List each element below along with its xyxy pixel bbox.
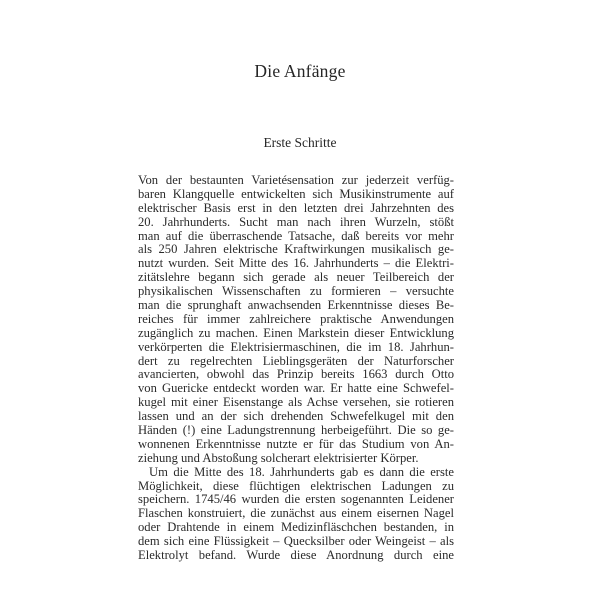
text-line: ziehung und Abstoßung solcherart elektrisierter Körper. [138,450,419,465]
text-line: elektrischer Basis erst in den letzten drei Jahrzehnten des [138,200,454,215]
text-line: avancierten, obwohl das Prinzip bereits 1663 durch Otto [138,367,454,382]
text-line: reiches für immer zahlreichere praktische Anwendungen [138,311,454,326]
text-line: von Guericke entdeckt worden war. Er hatte eine Schwefel- [138,381,454,396]
section-title: Erste Schritte [263,135,337,150]
text-line: dert zu regelrechten Lieblingsgeräten der Naturforscher [138,353,454,368]
text-line: zugänglich zu machen. Einen Markstein dieser Entwicklung [138,325,454,340]
text-line: oder Drahtende in einem Medizinfläschchen bestanden, in [138,520,454,535]
text-line: Händen (!) eine Ladungstrennung herbeigeführt. Die so ge- [138,423,454,438]
text-line: lassen und an der sich drehenden Schwefelkugel mit den [138,409,454,424]
text-line: man die sprunghaft anwachsenden Erkenntnisse dieses Be- [138,298,454,313]
text-line: physikalischen Wissenschaften zu formieren – versuchte [138,284,454,299]
chapter-title: Die Anfänge [254,61,346,81]
body-text [138,174,454,563]
paragraph-start-line: Um die Mitte des 18. Jahrhunderts gab es dann die erste [149,464,454,479]
text-line: nutzt wurden. Seit Mitte des 16. Jahrhunderts – die Elektri- [138,256,454,271]
text-line: Möglichkeit, diese flüchtigen elektrischen Ladungen zu [138,478,454,493]
text-line: baren Klangquelle entwickelten sich Musikinstrumente auf [138,186,454,201]
text-line: als 250 Jahren elektrische Kraftwirkungen musikalisch ge- [138,242,454,257]
text-line: wonnenen Erkenntnisse nutzte er für das Studium von An- [138,436,454,451]
text-line: dem sich eine Flüssigkeit – Quecksilber oder Weingeist – als [138,534,454,549]
text-line: Flaschen konstruiert, die zunächst aus einem eisernen Nagel [138,506,454,521]
text-line: zitätslehre begann sich gerade als neuer Teilbereich der [138,270,454,285]
text-line: verkörperten die Elektrisiermaschinen, die im 18. Jahrhun- [138,339,454,354]
text-line: speichern. 1745/46 wurden die ersten sogenannten Leidener [138,492,454,507]
text-line: kugel mit einer Eisenstange als Achse versehen, sie rotieren [138,395,454,410]
text-line: Von der bestaunten Varietésensation zur jederzeit verfüg- [138,173,454,187]
text-line: 20. Jahrhunderts. Sucht man nach ihren Wurzeln, stößt [138,214,454,229]
text-line: man auf die überraschende Tatsache, daß bereits vor mehr [138,228,454,243]
text-line: Elektrolyt befand. Wurde diese Anordnung durch eine [138,548,454,563]
